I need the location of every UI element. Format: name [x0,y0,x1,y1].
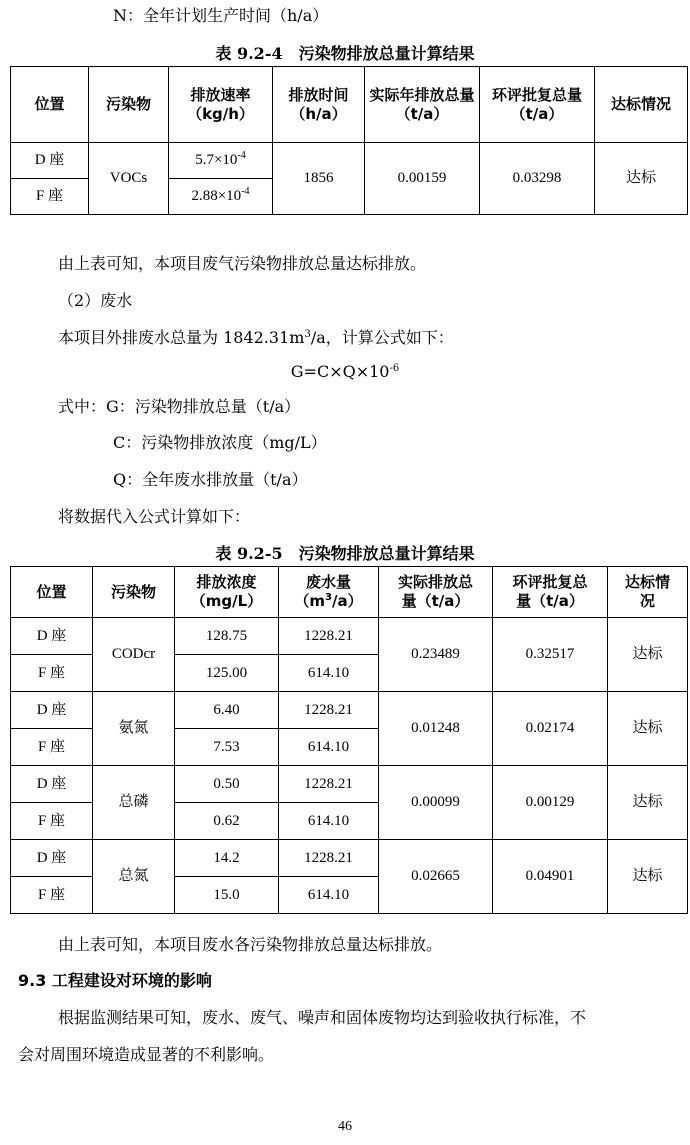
cell-actual: 0.02665 [379,840,493,914]
cell-water: 1228.21 [279,618,379,655]
formula-where-g: 式中：G：污染物排放总量（t/a） [58,397,301,416]
row-position: D 座 [11,840,93,877]
cell-conc: 14.2 [175,840,279,877]
header-approved: 环评批复总量 （t/a） [480,67,595,143]
section-title: 9.3 工程建设对环境的影响 [18,971,212,990]
paragraph-line-2: 会对周围环境造成显著的不利影响。 [18,1045,275,1064]
cell-conc: 0.50 [175,766,279,803]
cell-actual: 0.00159 [365,143,480,215]
cell-pollutant: VOCs [89,143,169,215]
header-status: 达标情 况 [608,567,688,618]
cell-status: 达标 [595,143,688,215]
cell-actual: 0.23489 [379,618,493,692]
header-pollutant: 污染物 [89,67,169,143]
header-status: 达标情况 [595,67,688,143]
cell-conc: 0.62 [175,803,279,840]
header-time: 排放时间 （h/a） [273,67,365,143]
calc-intro: 将数据代入公式计算如下： [58,507,251,526]
cell-actual: 0.00099 [379,766,493,840]
row-position: D 座 [11,692,93,729]
wastewater-heading: （2）废水 [58,291,133,310]
cell-pollutant: 总磷 [93,766,175,840]
formula-where-q: Q：全年废水排放量（t/a） [113,470,308,489]
row-position: F 座 [11,729,93,766]
table1-caption: 表 9.2-4 污染物排放总量计算结果 [215,44,475,63]
voc-emission-table [10,66,688,215]
header-position: 位置 [11,67,89,143]
cell-approved: 0.03298 [480,143,595,215]
header-position: 位置 [11,567,93,618]
cell-approved: 0.00129 [493,766,608,840]
wastewater-intro: 本项目外排废水总量为 $1842.31m^3/a$，计算公式如下： [58,328,454,347]
row-position: F 座 [11,877,93,914]
cell-water: 1228.21 [279,840,379,877]
cell-status: 达标 [608,840,688,914]
formula: $G=C\times Q\times 10^{-6}$ [290,362,400,381]
cell-water: 614.10 [279,655,379,692]
cell-conc: 125.00 [175,655,279,692]
cell-conc: 128.75 [175,618,279,655]
row-position: F 座 [11,179,89,215]
table2-caption: 表 9.2-5 污染物排放总量计算结果 [215,544,475,563]
page-number: 46 [338,1119,352,1134]
header-pollutant: 污染物 [93,567,175,618]
cell-pollutant: 氨氮 [93,692,175,766]
header-rate: 排放速率 （kg/h） [169,67,273,143]
cell-status: 达标 [608,766,688,840]
header-water: 废水量 $(m^3/a)$ [279,567,379,618]
cell-water: 614.10 [279,803,379,840]
row-position: F 座 [11,803,93,840]
row-position: F 座 [11,655,93,692]
cell-status: 达标 [608,618,688,692]
cell-water: 1228.21 [279,692,379,729]
header-actual: 实际年排放总量 （t/a） [365,67,480,143]
cell-water: 1228.21 [279,766,379,803]
row-position: D 座 [11,143,89,179]
cell-water: 614.10 [279,877,379,914]
intro-line: N：全年计划生产时间（h/a） [113,6,329,25]
cell-actual: 0.01248 [379,692,493,766]
cell-conc: 7.53 [175,729,279,766]
header-conc: 排放浓度 （mg/L） [175,567,279,618]
cell-pollutant: CODcr [93,618,175,692]
conclusion-1: 由上表可知，本项目废气污染物排放总量达标排放。 [58,254,427,273]
header-actual: 实际排放总 量（t/a） [379,567,493,618]
cell-rate: $2.88\times 10^{-4}$ [169,179,273,215]
row-position: D 座 [11,766,93,803]
paragraph-line-1: 根据监测结果可知，废水、废气、噪声和固体废物均达到验收执行标准，不 [58,1008,587,1027]
cell-approved: 0.02174 [493,692,608,766]
cell-time: 1856 [273,143,365,215]
cell-pollutant: 总氮 [93,840,175,914]
header-approved: 环评批复总 量（t/a） [493,567,608,618]
cell-conc: 15.0 [175,877,279,914]
formula-where-c: C：污染物排放浓度（mg/L） [113,433,327,452]
cell-status: 达标 [608,692,688,766]
conclusion-2: 由上表可知，本项目废水各污染物排放总量达标排放。 [58,935,443,954]
cell-rate: $5.7\times 10^{-4}$ [169,143,273,179]
row-position: D 座 [11,618,93,655]
cell-water: 614.10 [279,729,379,766]
cell-approved: 0.04901 [493,840,608,914]
cell-approved: 0.32517 [493,618,608,692]
wastewater-emission-table [10,566,688,914]
cell-conc: 6.40 [175,692,279,729]
